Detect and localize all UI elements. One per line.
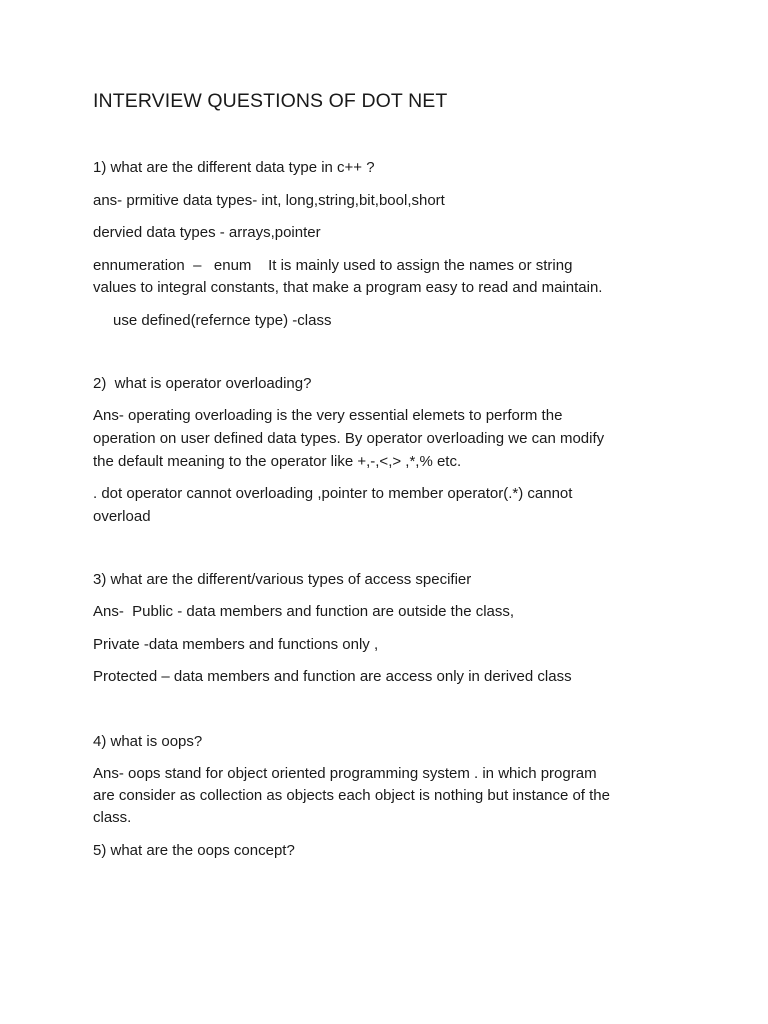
answer-1-primitive: ans- prmitive data types- int, long,string,bit,bool,short [93, 192, 445, 209]
answer-1-enum-line-1: ennumeration – enum It is mainly used to assign the names or string [93, 257, 573, 274]
answer-4-line-3: class. [93, 809, 132, 826]
answer-1-user-defined: use defined(refernce type) -class [113, 312, 332, 329]
answer-3-private: Private -data members and functions only , [93, 636, 379, 653]
answer-2-line-2: operation on user defined data types. By operator overloading we can modify [93, 430, 605, 447]
answer-3-public: Ans- Public - data members and function are outside the class, [93, 603, 515, 620]
answer-4-line-2: are consider as collection as objects each object is nothing but instance of the [93, 787, 610, 804]
document-title: INTERVIEW QUESTIONS OF DOT NET [93, 90, 448, 112]
answer-2-note-line-2: overload [93, 508, 151, 525]
question-3: 3) what are the different/various types of access specifier [93, 571, 472, 588]
answer-4-line-1: Ans- oops stand for object oriented programming system . in which program [93, 765, 597, 782]
question-4: 4) what is oops? [93, 733, 203, 750]
answer-2-line-1: Ans- operating overloading is the very essential elemets to perform the [93, 407, 563, 424]
question-2: 2) what is operator overloading? [93, 375, 312, 392]
answer-1-derived: dervied data types - arrays,pointer [93, 224, 321, 241]
answer-2-note-line-1: . dot operator cannot overloading ,pointer to member operator(.*) cannot [93, 485, 573, 502]
answer-3-protected: Protected – data members and function are access only in derived class [93, 668, 572, 685]
answer-1-enum-line-2: values to integral constants, that make a program easy to read and maintain. [93, 279, 603, 296]
answer-2-line-3: the default meaning to the operator like +,-,<,> ,*,% etc. [93, 453, 462, 470]
question-5: 5) what are the oops concept? [93, 842, 295, 859]
question-1: 1) what are the different data type in c++ ? [93, 159, 375, 176]
